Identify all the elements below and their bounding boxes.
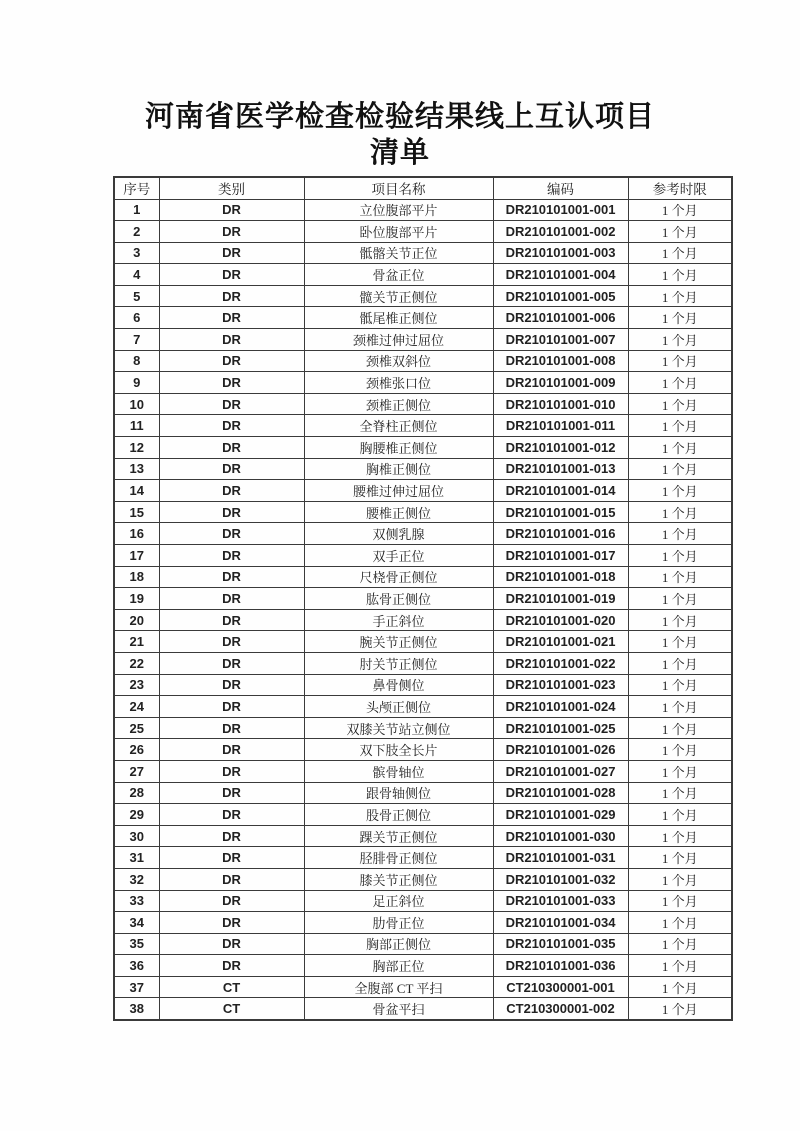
cell-item-name: 髋关节正侧位 [304, 285, 493, 307]
table-row [114, 674, 732, 696]
cell-index: 38 [114, 998, 159, 1020]
cell-code: DR210101001-029 [493, 804, 628, 826]
cell-index: 14 [114, 480, 159, 502]
table-row [114, 847, 732, 869]
cell-code: DR210101001-024 [493, 696, 628, 718]
cell-code: DR210101001-031 [493, 847, 628, 869]
cell-code: DR210101001-036 [493, 955, 628, 977]
cell-category: DR [159, 933, 304, 955]
cell-item-name: 膝关节正侧位 [304, 868, 493, 890]
cell-time-limit: 1 个月 [628, 221, 732, 243]
cell-code: DR210101001-027 [493, 760, 628, 782]
cell-time-limit: 1 个月 [628, 199, 732, 221]
table-row [114, 868, 732, 890]
cell-item-name: 双膝关节站立侧位 [304, 717, 493, 739]
cell-code: DR210101001-026 [493, 739, 628, 761]
cell-time-limit: 1 个月 [628, 847, 732, 869]
cell-code: DR210101001-004 [493, 264, 628, 286]
table-row [114, 415, 732, 437]
cell-index: 33 [114, 890, 159, 912]
cell-index: 16 [114, 523, 159, 545]
table-body [114, 199, 732, 1020]
table-row [114, 890, 732, 912]
table-row [114, 933, 732, 955]
cell-index: 32 [114, 868, 159, 890]
cell-category: CT [159, 998, 304, 1020]
cell-category: DR [159, 717, 304, 739]
table-row [114, 566, 732, 588]
header-code: 编码 [493, 177, 628, 199]
cell-category: DR [159, 674, 304, 696]
cell-category: DR [159, 868, 304, 890]
cell-index: 13 [114, 458, 159, 480]
cell-index: 11 [114, 415, 159, 437]
cell-category: DR [159, 609, 304, 631]
cell-index: 9 [114, 372, 159, 394]
cell-code: CT210300001-001 [493, 976, 628, 998]
table-row [114, 285, 732, 307]
table-row [114, 609, 732, 631]
cell-item-name: 跟骨轴侧位 [304, 782, 493, 804]
cell-index: 31 [114, 847, 159, 869]
cell-code: DR210101001-020 [493, 609, 628, 631]
table-row [114, 545, 732, 567]
cell-item-name: 卧位腹部平片 [304, 221, 493, 243]
table-row [114, 458, 732, 480]
cell-category: DR [159, 437, 304, 459]
cell-category: DR [159, 480, 304, 502]
cell-code: DR210101001-033 [493, 890, 628, 912]
table-row [114, 221, 732, 243]
table-row [114, 329, 732, 351]
header-item-name: 项目名称 [304, 177, 493, 199]
cell-category: DR [159, 415, 304, 437]
cell-code: DR210101001-012 [493, 437, 628, 459]
cell-code: DR210101001-014 [493, 480, 628, 502]
cell-code: DR210101001-018 [493, 566, 628, 588]
table-row [114, 199, 732, 221]
table-row [114, 588, 732, 610]
cell-item-name: 颈椎张口位 [304, 372, 493, 394]
table-row [114, 501, 732, 523]
cell-item-name: 手正斜位 [304, 609, 493, 631]
cell-time-limit: 1 个月 [628, 609, 732, 631]
cell-category: DR [159, 566, 304, 588]
cell-category: DR [159, 696, 304, 718]
cell-category: DR [159, 890, 304, 912]
cell-code: DR210101001-025 [493, 717, 628, 739]
cell-category: DR [159, 393, 304, 415]
cell-time-limit: 1 个月 [628, 285, 732, 307]
cell-index: 23 [114, 674, 159, 696]
cell-time-limit: 1 个月 [628, 739, 732, 761]
cell-time-limit: 1 个月 [628, 588, 732, 610]
cell-index: 15 [114, 501, 159, 523]
cell-item-name: 胸椎正侧位 [304, 458, 493, 480]
cell-time-limit: 1 个月 [628, 566, 732, 588]
cell-code: DR210101001-009 [493, 372, 628, 394]
cell-item-name: 腰椎过伸过屈位 [304, 480, 493, 502]
document-title-line1: 河南省医学检查检验结果线上互认项目 [144, 101, 655, 133]
cell-index: 36 [114, 955, 159, 977]
cell-time-limit: 1 个月 [628, 933, 732, 955]
table-row [114, 998, 732, 1020]
cell-code: DR210101001-015 [493, 501, 628, 523]
cell-item-name: 颈椎正侧位 [304, 393, 493, 415]
cell-category: DR [159, 739, 304, 761]
cell-item-name: 胸腰椎正侧位 [304, 437, 493, 459]
cell-code: DR210101001-002 [493, 221, 628, 243]
cell-time-limit: 1 个月 [628, 717, 732, 739]
cell-index: 29 [114, 804, 159, 826]
table-row [114, 480, 732, 502]
table-row [114, 350, 732, 372]
cell-index: 10 [114, 393, 159, 415]
cell-index: 2 [114, 221, 159, 243]
table-header [114, 177, 732, 199]
cell-category: DR [159, 631, 304, 653]
cell-item-name: 足正斜位 [304, 890, 493, 912]
cell-index: 35 [114, 933, 159, 955]
cell-index: 20 [114, 609, 159, 631]
table-row [114, 372, 732, 394]
cell-time-limit: 1 个月 [628, 760, 732, 782]
cell-item-name: 股骨正侧位 [304, 804, 493, 826]
cell-category: CT [159, 976, 304, 998]
cell-code: DR210101001-016 [493, 523, 628, 545]
cell-category: DR [159, 760, 304, 782]
cell-index: 34 [114, 912, 159, 934]
cell-time-limit: 1 个月 [628, 998, 732, 1020]
cell-time-limit: 1 个月 [628, 782, 732, 804]
cell-category: DR [159, 912, 304, 934]
cell-category: DR [159, 285, 304, 307]
cell-index: 5 [114, 285, 159, 307]
cell-category: DR [159, 199, 304, 221]
cell-index: 37 [114, 976, 159, 998]
cell-time-limit: 1 个月 [628, 458, 732, 480]
table-row [114, 264, 732, 286]
cell-index: 27 [114, 760, 159, 782]
cell-index: 4 [114, 264, 159, 286]
cell-item-name: 踝关节正侧位 [304, 825, 493, 847]
cell-code: DR210101001-032 [493, 868, 628, 890]
table-row [114, 760, 732, 782]
cell-code: DR210101001-022 [493, 652, 628, 674]
table-row [114, 976, 732, 998]
cell-code: DR210101001-030 [493, 825, 628, 847]
cell-index: 3 [114, 242, 159, 264]
cell-item-name: 胸部正位 [304, 955, 493, 977]
cell-time-limit: 1 个月 [628, 674, 732, 696]
table-row [114, 739, 732, 761]
table-row [114, 955, 732, 977]
cell-item-name: 肱骨正侧位 [304, 588, 493, 610]
table-row [114, 437, 732, 459]
cell-code: CT210300001-002 [493, 998, 628, 1020]
cell-index: 25 [114, 717, 159, 739]
cell-index: 1 [114, 199, 159, 221]
cell-item-name: 骨盆正位 [304, 264, 493, 286]
cell-time-limit: 1 个月 [628, 393, 732, 415]
cell-item-name: 骶髂关节正位 [304, 242, 493, 264]
table-row [114, 804, 732, 826]
header-index: 序号 [114, 177, 159, 199]
cell-category: DR [159, 242, 304, 264]
cell-code: DR210101001-021 [493, 631, 628, 653]
cell-code: DR210101001-023 [493, 674, 628, 696]
cell-category: DR [159, 847, 304, 869]
cell-time-limit: 1 个月 [628, 955, 732, 977]
cell-code: DR210101001-019 [493, 588, 628, 610]
document-title [0, 99, 800, 171]
cell-code: DR210101001-008 [493, 350, 628, 372]
cell-item-name: 立位腹部平片 [304, 199, 493, 221]
cell-index: 18 [114, 566, 159, 588]
cell-time-limit: 1 个月 [628, 804, 732, 826]
cell-time-limit: 1 个月 [628, 350, 732, 372]
table-row [114, 912, 732, 934]
cell-index: 7 [114, 329, 159, 351]
cell-category: DR [159, 652, 304, 674]
cell-category: DR [159, 221, 304, 243]
cell-time-limit: 1 个月 [628, 307, 732, 329]
table-row [114, 652, 732, 674]
cell-item-name: 颈椎过伸过屈位 [304, 329, 493, 351]
cell-time-limit: 1 个月 [628, 976, 732, 998]
cell-code: DR210101001-034 [493, 912, 628, 934]
cell-time-limit: 1 个月 [628, 825, 732, 847]
cell-item-name: 双手正位 [304, 545, 493, 567]
cell-category: DR [159, 545, 304, 567]
cell-time-limit: 1 个月 [628, 480, 732, 502]
cell-item-name: 髌骨轴位 [304, 760, 493, 782]
cell-index: 8 [114, 350, 159, 372]
cell-time-limit: 1 个月 [628, 890, 732, 912]
table-row [114, 782, 732, 804]
cell-index: 24 [114, 696, 159, 718]
cell-code: DR210101001-006 [493, 307, 628, 329]
cell-item-name: 胸部正侧位 [304, 933, 493, 955]
recognition-items-table [113, 176, 733, 1021]
cell-category: DR [159, 264, 304, 286]
table-row [114, 242, 732, 264]
cell-item-name: 骨盆平扫 [304, 998, 493, 1020]
cell-code: DR210101001-011 [493, 415, 628, 437]
header-category: 类别 [159, 177, 304, 199]
cell-time-limit: 1 个月 [628, 329, 732, 351]
cell-category: DR [159, 825, 304, 847]
cell-code: DR210101001-013 [493, 458, 628, 480]
cell-category: DR [159, 501, 304, 523]
cell-time-limit: 1 个月 [628, 652, 732, 674]
table-row [114, 825, 732, 847]
table-row [114, 696, 732, 718]
cell-code: DR210101001-035 [493, 933, 628, 955]
cell-index: 12 [114, 437, 159, 459]
cell-category: DR [159, 588, 304, 610]
cell-category: DR [159, 955, 304, 977]
cell-time-limit: 1 个月 [628, 264, 732, 286]
cell-time-limit: 1 个月 [628, 631, 732, 653]
table-row [114, 393, 732, 415]
cell-category: DR [159, 458, 304, 480]
cell-code: DR210101001-003 [493, 242, 628, 264]
cell-item-name: 头颅正侧位 [304, 696, 493, 718]
document-title-line2: 清单 [369, 137, 430, 169]
table-row [114, 523, 732, 545]
cell-index: 30 [114, 825, 159, 847]
table-row [114, 307, 732, 329]
cell-category: DR [159, 804, 304, 826]
cell-item-name: 鼻骨侧位 [304, 674, 493, 696]
cell-time-limit: 1 个月 [628, 437, 732, 459]
header-time-limit: 参考时限 [628, 177, 732, 199]
cell-category: DR [159, 307, 304, 329]
cell-code: DR210101001-007 [493, 329, 628, 351]
cell-category: DR [159, 329, 304, 351]
cell-index: 17 [114, 545, 159, 567]
cell-index: 21 [114, 631, 159, 653]
cell-index: 6 [114, 307, 159, 329]
cell-item-name: 肋骨正位 [304, 912, 493, 934]
cell-code: DR210101001-017 [493, 545, 628, 567]
cell-code: DR210101001-028 [493, 782, 628, 804]
cell-item-name: 全脊柱正侧位 [304, 415, 493, 437]
cell-code: DR210101001-001 [493, 199, 628, 221]
cell-time-limit: 1 个月 [628, 868, 732, 890]
table-row [114, 717, 732, 739]
cell-time-limit: 1 个月 [628, 242, 732, 264]
cell-item-name: 全腹部 CT 平扫 [304, 976, 493, 998]
cell-category: DR [159, 350, 304, 372]
cell-time-limit: 1 个月 [628, 696, 732, 718]
cell-time-limit: 1 个月 [628, 415, 732, 437]
cell-item-name: 尺桡骨正侧位 [304, 566, 493, 588]
header-row [114, 177, 732, 199]
cell-item-name: 腕关节正侧位 [304, 631, 493, 653]
cell-index: 22 [114, 652, 159, 674]
cell-item-name: 颈椎双斜位 [304, 350, 493, 372]
cell-index: 26 [114, 739, 159, 761]
cell-category: DR [159, 372, 304, 394]
cell-index: 19 [114, 588, 159, 610]
cell-category: DR [159, 782, 304, 804]
cell-code: DR210101001-005 [493, 285, 628, 307]
table-row [114, 631, 732, 653]
cell-code: DR210101001-010 [493, 393, 628, 415]
cell-time-limit: 1 个月 [628, 501, 732, 523]
cell-item-name: 骶尾椎正侧位 [304, 307, 493, 329]
cell-item-name: 双下肢全长片 [304, 739, 493, 761]
cell-category: DR [159, 523, 304, 545]
cell-item-name: 肘关节正侧位 [304, 652, 493, 674]
cell-index: 28 [114, 782, 159, 804]
cell-item-name: 胫腓骨正侧位 [304, 847, 493, 869]
cell-time-limit: 1 个月 [628, 523, 732, 545]
cell-item-name: 腰椎正侧位 [304, 501, 493, 523]
cell-item-name: 双侧乳腺 [304, 523, 493, 545]
cell-time-limit: 1 个月 [628, 545, 732, 567]
cell-time-limit: 1 个月 [628, 912, 732, 934]
cell-time-limit: 1 个月 [628, 372, 732, 394]
